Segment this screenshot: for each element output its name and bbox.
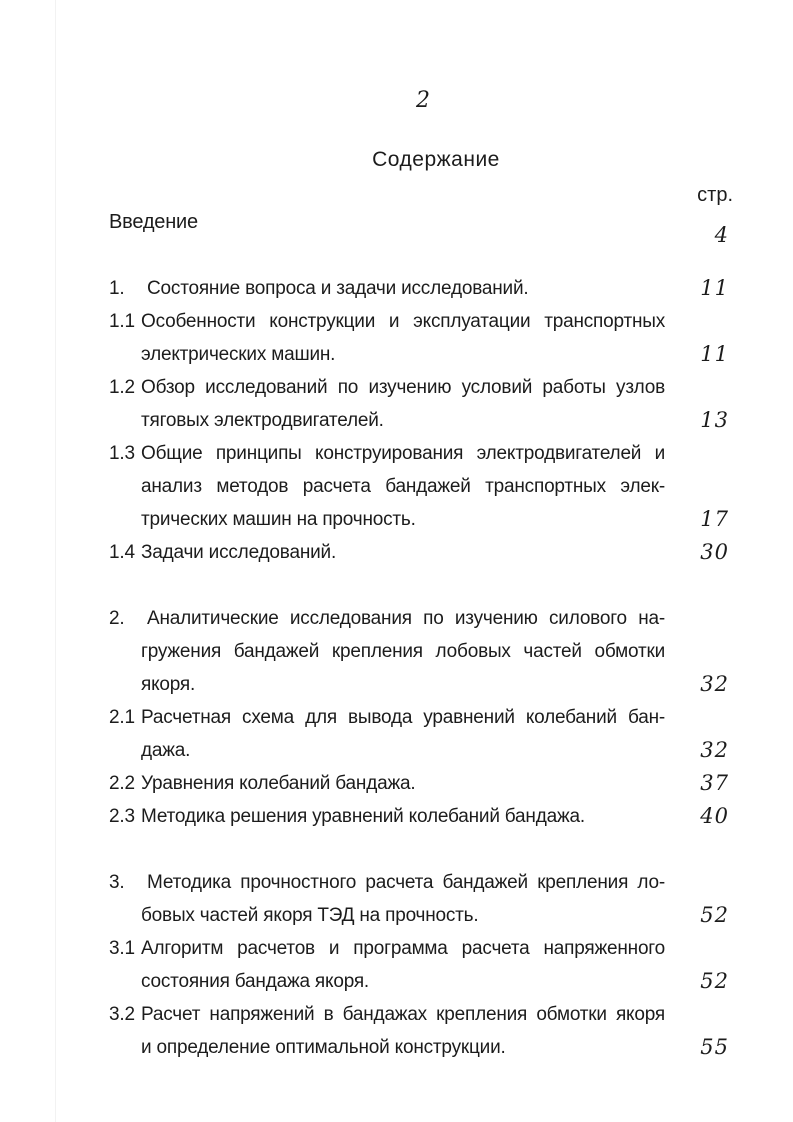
toc-entry: [109, 800, 737, 833]
toc-entry-number: 1.4: [109, 542, 135, 563]
toc-entry: [109, 536, 737, 569]
toc-entry-page: 30: [700, 540, 729, 564]
toc-entry-number: 3.1: [109, 938, 135, 959]
toc-entry-number: 2.2: [109, 773, 135, 794]
page-column-header: стр.: [697, 184, 733, 206]
toc-entry: [109, 206, 737, 247]
toc-entry-text: [109, 206, 665, 239]
toc-entry-line: 1.2 Обзор исследований по изучению условий работы узлов: [109, 371, 665, 404]
page-number: 2: [416, 88, 430, 113]
toc-entry-page: 4: [714, 223, 729, 247]
toc-entry-line: 3.1 Алгоритм расчетов и программа расчета напряженного: [109, 932, 665, 965]
toc-entry-line: 2.1 Расчетная схема для вывода уравнений колебаний бан-: [109, 701, 665, 734]
toc-entry-line: Введение: [109, 211, 198, 233]
toc-entry-text: [109, 536, 665, 569]
scan-edge-line: [55, 0, 56, 1122]
toc-entry-line: дажа.: [141, 740, 191, 761]
toc-entry-number: 2.: [109, 608, 125, 629]
toc-entry-line: и определение оптимальной конструкции.: [141, 1037, 506, 1058]
toc-entry-page: 52: [700, 969, 729, 993]
toc-entry: [109, 437, 737, 536]
toc-entry: [109, 272, 737, 305]
toc-entry-text: [109, 437, 665, 536]
toc-entry-line: электрических машин.: [141, 344, 336, 365]
toc-entry: [109, 932, 737, 998]
toc-entry-page: 13: [700, 408, 729, 432]
toc-entry-text: [109, 701, 665, 767]
toc-entry-line: якоря.: [141, 674, 196, 695]
toc-entry-page: 32: [700, 738, 729, 762]
toc-entry: [109, 602, 737, 701]
toc-entry-text: [109, 998, 665, 1064]
toc-entry-line: 1.3 Общие принципы конструирования электродвигателей и: [109, 437, 665, 470]
toc-entry-text: [109, 272, 665, 305]
toc-entry: [109, 866, 737, 932]
toc-entry-text: [109, 866, 665, 932]
toc-entry-line: гружения бандажей крепления лобовых частей обмотки: [141, 641, 665, 662]
toc-entry-number: 3.2: [109, 1004, 135, 1025]
toc-entry: [109, 371, 737, 437]
toc-entry-page: 40: [700, 804, 729, 828]
toc-entry-page: 52: [700, 903, 729, 927]
toc-entry-text: [109, 305, 665, 371]
toc-entry-page: 32: [700, 672, 729, 696]
toc-entry-text: [109, 767, 665, 800]
toc-entry-text: [109, 371, 665, 437]
toc-entry-number: 3.: [109, 872, 125, 893]
toc-entry-page: 17: [700, 507, 729, 531]
toc-entry-line: состояния бандажа якоря.: [141, 971, 370, 992]
toc-entry-text: [109, 602, 665, 701]
toc-entry-text: [109, 800, 665, 833]
toc-entry-number: 2.1: [109, 707, 135, 728]
toc-entry: [109, 305, 737, 371]
toc-entry-number: 1.: [109, 278, 125, 299]
toc-entry-line: 2.3 Методика решения уравнений колебаний бандажа.: [109, 800, 665, 833]
toc-entry-line: 1. Состояние вопроса и задачи исследований.: [109, 272, 665, 305]
toc-entry-line: анализ методов расчета бандажей транспортных элек-: [141, 476, 665, 497]
toc-entry: [109, 767, 737, 800]
toc-entry-number: 1.1: [109, 311, 135, 332]
toc-entry: [109, 701, 737, 767]
toc-entry-number: 2.3: [109, 806, 135, 827]
toc-entry-line: 1.1 Особенности конструкции и эксплуатации транспортных: [109, 305, 665, 338]
toc-entry-line: 1.4 Задачи исследований.: [109, 536, 665, 569]
toc-entry-page: 11: [700, 342, 729, 366]
toc-entry-line: тяговых электродвигателей.: [141, 410, 384, 431]
toc-entry-page: 37: [700, 771, 729, 795]
toc-entry-line: бовых частей якоря ТЭД на прочность.: [141, 905, 479, 926]
toc-entry-line: 3. Методика прочностного расчета бандажей крепления ло-: [109, 866, 665, 899]
page-title: Содержание: [372, 148, 500, 171]
toc-entry: [109, 998, 737, 1064]
toc-entry-line: 2.2 Уравнения колебаний бандажа.: [109, 767, 665, 800]
toc-entry-line: 3.2 Расчет напряжений в бандажах крепления обмотки якоря: [109, 998, 665, 1031]
toc-entry-line: трических машин на прочность.: [141, 509, 416, 530]
toc-entry-line: 2. Аналитические исследования по изучению силового на-: [109, 602, 665, 635]
toc: [109, 184, 737, 1064]
toc-entry-number: 1.2: [109, 377, 135, 398]
toc-entry-page: 11: [700, 276, 729, 300]
toc-entry-text: [109, 932, 665, 998]
toc-entry-page: 55: [700, 1035, 729, 1059]
toc-entry-number: 1.3: [109, 443, 135, 464]
